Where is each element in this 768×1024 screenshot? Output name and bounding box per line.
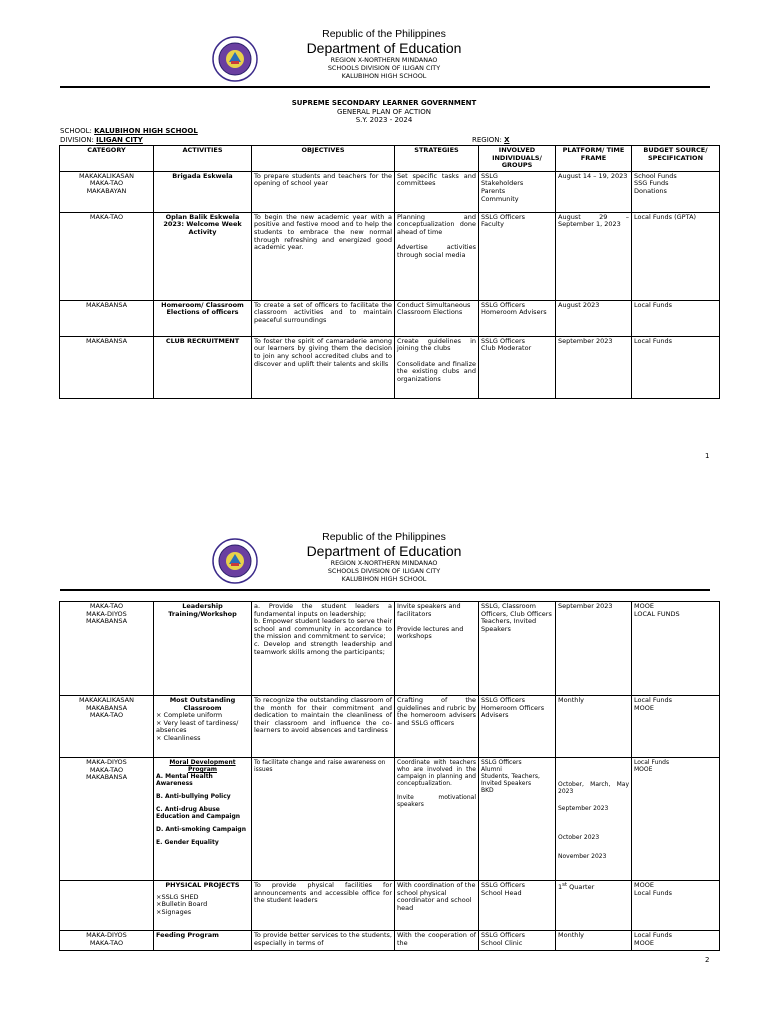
col-activities: ACTIVITIES [154, 146, 252, 172]
activity-title: PHYSICAL PROJECTS [165, 881, 240, 889]
school-year: S.Y. 2023 - 2024 [355, 116, 413, 125]
table-header-row [60, 146, 720, 172]
criteria-list [156, 712, 249, 742]
division-value: ILIGAN CITY [96, 136, 143, 144]
school-line: KALUBIHON HIGH SCHOOL [341, 575, 427, 583]
division-meta: DIVISION: ILIGAN CITY [60, 136, 143, 144]
col-category: CATEGORY [60, 146, 154, 172]
division-line: SCHOOLS DIVISION OF ILIGAN CITY [327, 64, 441, 72]
col-timeframe: PLATFORM/ TIME FRAME [556, 146, 632, 172]
region-line: REGION X-NORTHERN MINDANAO [330, 559, 438, 567]
table-row: MAKA-DIYOS MAKA-TAO Feeding Program To provide better services to the students, especially in terms of With the cooperation of the SSLG Officers School Clinic Monthly Local Funds MOOE [60, 931, 720, 951]
table-row: MAKAKALIKASAN MAKABANSA MAKA-TAO Most Outstanding Classroom × Complete uniform × Very least of tardiness/ absences × Cleanliness To recognize the outstanding classroom of the month for their commitment and dedication to maintain the cleanliness of their classroom and influence the co-learners to avoid absences and tardiness Crafting of the guidelines and rubric by the homeroom advisers and SSLG officers SSLG Officers Homeroom Officers Advisers Monthly Local Funds MOOE [60, 696, 720, 758]
table-row: MAKABANSA CLUB RECRUITMENT To foster the spirit of camaraderie among our learners by giving them the decision to join any school accredited clubs and to discover and uplift their talents and skills Create guidelines in joining the clubs Consolidate and finalize the existing clubs and organizations SSLG Officers Club Moderator September 2023 Local Funds [60, 336, 720, 398]
doc-name: GENERAL PLAN OF ACTION [337, 107, 431, 116]
activity-title: Moral Development Program [169, 759, 236, 773]
department-line: Department of Education [306, 543, 462, 559]
org-name: SUPREME SECONDARY LEARNER GOVERNMENT [291, 99, 477, 107]
plan-table-2 [59, 601, 720, 951]
table-row: MAKAKALIKASAN MAKA-TAO MAKABAYAN Brigada Eskwela To prepare students and teachers for the opening of school year Set specific tasks and committees SSLG Stakeholders Parents Community August 14 – 19, 2023 School Funds SSG Funds Donations [60, 171, 720, 212]
school-line: KALUBIHON HIGH SCHOOL [341, 72, 427, 80]
list-item: ×Bulletin Board [156, 900, 208, 909]
table-row: MAKABANSA Homeroom/ Classroom Elections of officers To create a set of officers to facilitate the classroom activities and to maintain peaceful surroundings Conduct Simultaneous Classroom Elections SSLG Officers Homeroom Advisers August 2023 Local Funds [60, 300, 720, 336]
list-item: ×Signages [156, 907, 192, 916]
department-line: Department of Education [306, 40, 462, 56]
plan-table-1 [59, 145, 720, 399]
table-row: MAKA-TAO Oplan Balik Eskwela 2023: Welcome Week Activity To begin the new academic year with a positive and festive mood and to help the students to embrace the new normal through refreshing and energized good academic year. Planning and conceptualization done ahead of time Advertise activities through social media SSLG Officers Faculty August 29 – September 1, 2023 Local Funds (GPTA) [60, 212, 720, 300]
header-rule [60, 589, 710, 591]
division-line: SCHOOLS DIVISION OF ILIGAN CITY [327, 567, 441, 575]
plan-title [0, 99, 768, 125]
list-item: ×SSLG SHED [156, 892, 199, 901]
page-1 [0, 0, 768, 470]
table-row: PHYSICAL PROJECTS ×SSLG SHED ×Bulletin Board ×Signages To provide physical facilities for announcements and accessible office for the student leaders With coordination of the school physical coordinator and school head SSLG Officers School Head 1st Quarter MOOE Local Funds [60, 881, 720, 931]
list-item: × Cleanliness [156, 733, 201, 742]
republic-line: Republic of the Philippines [322, 28, 446, 40]
region-value: X [504, 136, 510, 144]
project-list [156, 894, 249, 917]
col-involved: INVOLVED INDIVIDUALS/ GROUPS [479, 146, 556, 172]
page-number: 2 [705, 956, 710, 964]
col-strategies: STRATEGIES [395, 146, 479, 172]
region-line: REGION X-NORTHERN MINDANAO [330, 56, 438, 64]
school-meta: SCHOOL: KALUBIHON HIGH SCHOOL [60, 127, 198, 135]
page-2 [0, 500, 768, 1024]
header-rule [60, 86, 710, 88]
col-budget: BUDGET SOURCE/ SPECIFICATION [632, 146, 720, 172]
table-row: MAKA-TAO MAKA-DIYOS MAKABANSA Leadership Training/Workshop a. Provide the student leaders a fundamental inputs on leadership; b. Empower student leaders to serve their school and community in accordance to the mission and commitment to service; c. Develop and strength leadership and teamwork skills among the participants; Invite speakers and facilitators Provide lectures and workshops SSLG, Classroom Officers, Club Officers Teachers, Invited Speakers September 2023 MOOE LOCAL FUNDS [60, 602, 720, 696]
region-meta: REGION: X [472, 136, 510, 144]
republic-line: Republic of the Philippines [322, 531, 446, 543]
col-objectives: OBJECTIVES [252, 146, 395, 172]
list-item: × Very least of tardiness/ absences [156, 718, 239, 735]
table-row: MAKA-DIYOS MAKA-TAO MAKABANSA Moral Development Program A. Mental Health Awareness B. Anti-bullying Policy C. Anti-drug Abuse Education and Campaign D. Anti-smoking Campaign E. Gender Equality To facilitate change and raise awareness on issues Coordinate with teachers who are involved in the campaign in planning and conceptualization. Invite motivational speakers SSLG Officers Alumni Students, Teachers, Invited Speakers BKD October, March, May 2023 September 2023 October 2023 November 2023 Local Funds MOOE [60, 758, 720, 881]
page-number: 1 [705, 452, 710, 460]
list-item: × Complete uniform [156, 711, 223, 720]
school-value: KALUBIHON HIGH SCHOOL [94, 127, 198, 135]
activity-title: Most Outstanding Classroom [169, 696, 236, 712]
